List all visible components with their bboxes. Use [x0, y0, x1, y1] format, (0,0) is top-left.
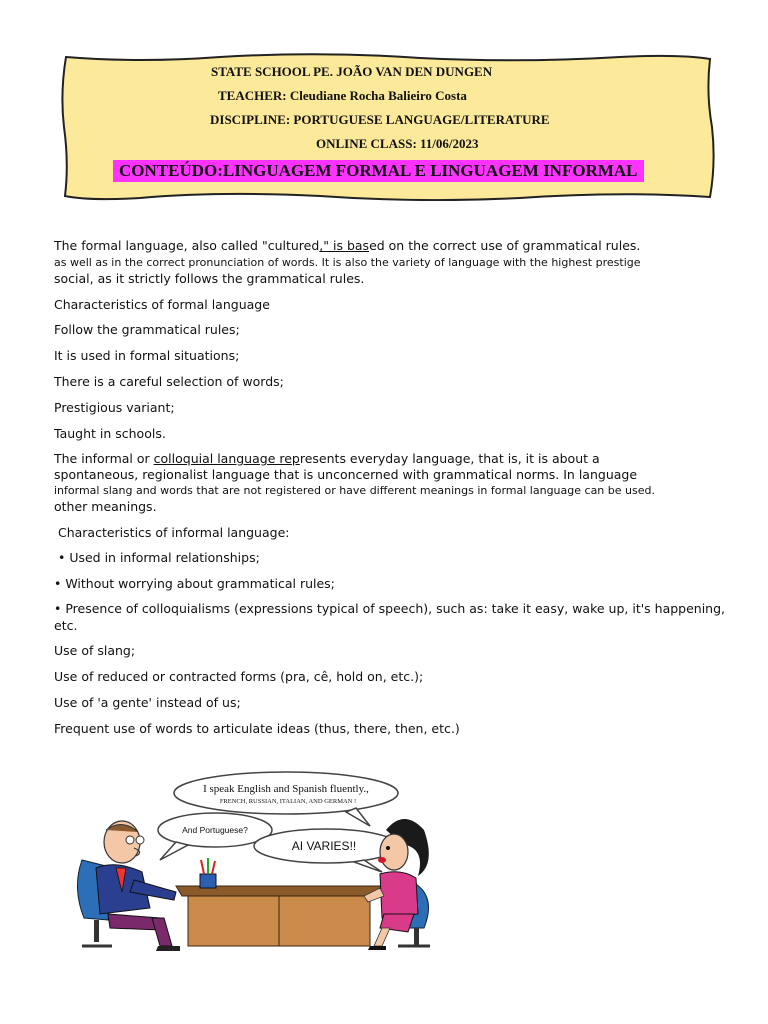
bubble-top-line-2: FRENCH, RUSSIAN, ITALIAN, AND GERMAN ! [219, 798, 357, 805]
text-segment: ed on the correct use of grammatical rules. [369, 238, 641, 253]
bubble-top-line-1: I speak English and Spanish fluently., [203, 783, 369, 795]
informal-paragraph-line-2: spontaneous, regionalist language that is unconcerned with grammatical norms. In language [54, 467, 638, 482]
text-segment: resents everyday language, that is, it is about a [299, 451, 600, 466]
informal-bullet: • Presence of colloquialisms (expressions typical of speech), such as: take it easy, wake up, it's happening, [54, 601, 726, 616]
formal-characteristics-heading: Characteristics of formal language [54, 297, 270, 312]
formal-item: There is a careful selection of words; [54, 374, 284, 389]
text-segment: The informal or [54, 451, 154, 466]
informal-bullet: • Without worrying about grammatical rules; [54, 576, 335, 591]
formal-item: Taught in schools. [54, 426, 166, 441]
bubble-left-text: And Portuguese? [182, 825, 248, 835]
content-title: CONTEÚDO:LINGUAGEM FORMAL E LINGUAGEM INFORMAL [113, 160, 644, 182]
underlined-segment: colloquial language rep [153, 451, 300, 466]
cartoon-drawing [64, 768, 468, 952]
header-banner [60, 53, 715, 201]
text-segment: The formal language, also called "cultured [54, 238, 320, 253]
underlined-segment: ," is bas [319, 238, 370, 253]
informal-item: Use of reduced or contracted forms (pra, cê, hold on, etc.); [54, 669, 424, 684]
bubble-right-text: AI VARIES!! [291, 839, 357, 853]
informal-bullet: • Used in informal relationships; [54, 550, 260, 565]
informal-bullet-continuation: etc. [54, 618, 78, 633]
informal-paragraph-line-4: other meanings. [54, 499, 157, 514]
online-class-date: ONLINE CLASS: 11/06/2023 [316, 136, 479, 151]
informal-item: Use of 'a gente' instead of us; [54, 695, 241, 710]
cartoon-illustration [64, 768, 468, 952]
formal-item: Follow the grammatical rules; [54, 322, 240, 337]
formal-item: It is used in formal situations; [54, 348, 240, 363]
teacher-name: TEACHER: Cleudiane Rocha Balieiro Costa [218, 88, 467, 103]
woman-dress [380, 872, 418, 918]
school-name: STATE SCHOOL PE. JOÃO VAN DEN DUNGEN [211, 64, 493, 79]
informal-paragraph-line-3: informal slang and words that are not registered or have different meanings in formal language can be used. [54, 484, 655, 497]
informal-paragraph-line-1 [54, 451, 600, 467]
formal-paragraph-line-3: social, as it strictly follows the grammatical rules. [54, 271, 365, 286]
formal-paragraph-line-2: as well as in the correct pronunciation of words. It is also the variety of language with the highest prestige [54, 256, 641, 269]
formal-item: Prestigious variant; [54, 400, 175, 415]
woman-head [380, 834, 408, 870]
formal-paragraph-line-1 [54, 238, 640, 254]
informal-item: Use of slang; [54, 643, 136, 658]
informal-item: Frequent use of words to articulate ideas (thus, there, then, etc.) [54, 721, 460, 736]
informal-characteristics-heading: Characteristics of informal language: [54, 525, 290, 540]
discipline: DISCIPLINE: PORTUGUESE LANGUAGE/LITERATURE [210, 112, 550, 127]
pencil-cup [200, 874, 216, 888]
